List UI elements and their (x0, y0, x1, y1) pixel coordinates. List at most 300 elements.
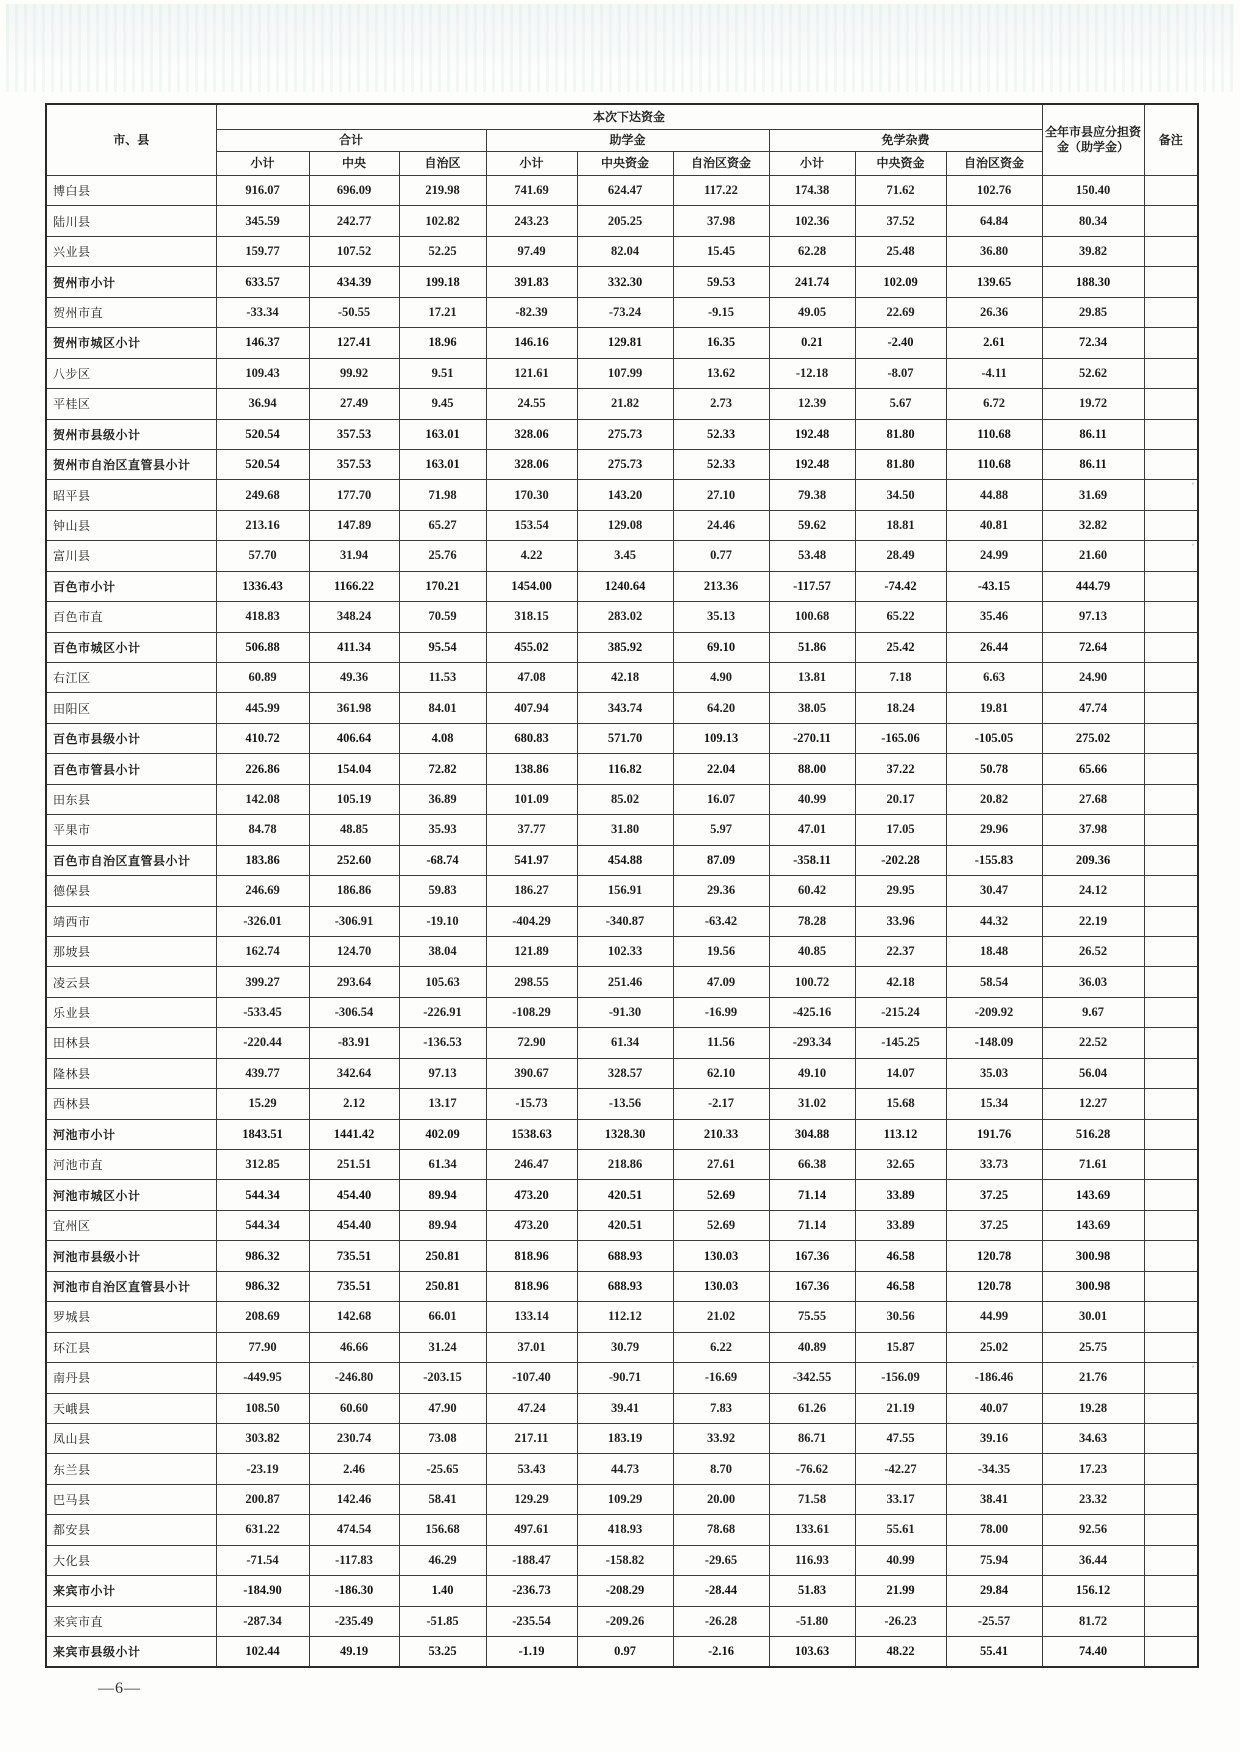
cell-value: 243.23 (486, 206, 577, 236)
cell-value: -15.73 (486, 1089, 577, 1119)
cell-value: -117.83 (309, 1545, 399, 1575)
cell-value: -342.55 (769, 1363, 855, 1393)
cell-remark (1144, 632, 1198, 662)
cell-value: 33.96 (855, 906, 946, 936)
cell-value: 37.25 (946, 1180, 1042, 1210)
cell-value: 56.04 (1042, 1058, 1144, 1088)
cell-value: -12.18 (769, 358, 855, 388)
cell-value: 1240.64 (577, 571, 673, 601)
cell-value: 52.69 (673, 1210, 769, 1240)
cell-value: 21.99 (855, 1576, 946, 1606)
cell-value: 81.80 (855, 449, 946, 479)
cell-value: 29.36 (673, 876, 769, 906)
cell-value: 72.64 (1042, 632, 1144, 662)
cell-value: -306.91 (309, 906, 399, 936)
cell-value: -136.53 (399, 1028, 486, 1058)
header-sub-waiver-central: 中央资金 (855, 152, 946, 176)
table-row (46, 1271, 1198, 1301)
cell-value: -26.28 (673, 1606, 769, 1636)
cell-value: 406.64 (309, 723, 399, 753)
table-row (46, 571, 1198, 601)
cell-value: 26.36 (946, 297, 1042, 327)
cell-value: 17.05 (855, 815, 946, 845)
table-body (46, 176, 1198, 1668)
cell-value: 153.54 (486, 510, 577, 540)
cell-value: 142.46 (309, 1484, 399, 1514)
cell-value: 146.37 (216, 328, 309, 358)
cell-value: 25.02 (946, 1332, 1042, 1362)
cell-value: 343.74 (577, 693, 673, 723)
table-row (46, 297, 1198, 327)
cell-value: 22.69 (855, 297, 946, 327)
cell-value: 345.59 (216, 206, 309, 236)
cell-value: 6.63 (946, 663, 1042, 693)
cell-value: 2.12 (309, 1089, 399, 1119)
row-label: 百色市城区小计 (46, 632, 216, 662)
cell-value: -71.54 (216, 1545, 309, 1575)
cell-value: 916.07 (216, 176, 309, 206)
header-sub-grant-central: 中央资金 (577, 152, 673, 176)
cell-value: -404.29 (486, 906, 577, 936)
cell-remark (1144, 1637, 1198, 1668)
cell-value: 318.15 (486, 602, 577, 632)
table-row (46, 1119, 1198, 1149)
cell-value: 86.71 (769, 1423, 855, 1453)
cell-value: 170.30 (486, 480, 577, 510)
row-label: 南丹县 (46, 1363, 216, 1393)
cell-value: 55.41 (946, 1637, 1042, 1668)
cell-value: -425.16 (769, 997, 855, 1027)
cell-value: 38.41 (946, 1484, 1042, 1514)
cell-value: 55.61 (855, 1515, 946, 1545)
cell-remark (1144, 1089, 1198, 1119)
row-label: 来宾市县级小计 (46, 1637, 216, 1668)
cell-value: 328.57 (577, 1058, 673, 1088)
cell-value: 399.27 (216, 967, 309, 997)
cell-value: 53.43 (486, 1454, 577, 1484)
cell-value: -306.54 (309, 997, 399, 1027)
cell-value: 241.74 (769, 267, 855, 297)
cell-remark (1144, 784, 1198, 814)
cell-value: 2.61 (946, 328, 1042, 358)
cell-value: 183.86 (216, 845, 309, 875)
cell-remark (1144, 906, 1198, 936)
cell-value: -186.46 (946, 1363, 1042, 1393)
cell-value: 142.08 (216, 784, 309, 814)
cell-value: 60.42 (769, 876, 855, 906)
table-row (46, 419, 1198, 449)
cell-value: -8.07 (855, 358, 946, 388)
cell-value: 12.27 (1042, 1089, 1144, 1119)
cell-value: -33.34 (216, 297, 309, 327)
cell-value: 109.29 (577, 1484, 673, 1514)
cell-remark: ʹ (1144, 1363, 1198, 1393)
cell-value: 49.19 (309, 1637, 399, 1668)
cell-value: 37.25 (946, 1210, 1042, 1240)
cell-value: 116.82 (577, 754, 673, 784)
cell-value: 186.86 (309, 876, 399, 906)
cell-value: 36.94 (216, 389, 309, 419)
table-row (46, 267, 1198, 297)
cell-remark (1144, 176, 1198, 206)
cell-value: 191.76 (946, 1119, 1042, 1149)
cell-value: 1336.43 (216, 571, 309, 601)
row-label: 环江县 (46, 1332, 216, 1362)
cell-value: 516.28 (1042, 1119, 1144, 1149)
funds-allocation-table (45, 103, 1199, 1668)
cell-value: 497.61 (486, 1515, 577, 1545)
cell-value: 25.48 (855, 236, 946, 266)
cell-value: 18.96 (399, 328, 486, 358)
cell-value: 46.29 (399, 1545, 486, 1575)
cell-remark (1144, 1180, 1198, 1210)
cell-value: 304.88 (769, 1119, 855, 1149)
cell-value: -16.69 (673, 1363, 769, 1393)
cell-value: -82.39 (486, 297, 577, 327)
cell-value: 117.22 (673, 176, 769, 206)
cell-value: 303.82 (216, 1423, 309, 1453)
cell-value: 75.94 (946, 1545, 1042, 1575)
cell-remark (1144, 1028, 1198, 1058)
cell-value: 209.36 (1042, 845, 1144, 875)
table-row (46, 815, 1198, 845)
cell-value: 15.45 (673, 236, 769, 266)
cell-value: -83.91 (309, 1028, 399, 1058)
cell-value: 110.68 (946, 419, 1042, 449)
cell-value: 35.46 (946, 602, 1042, 632)
cell-value: 49.36 (309, 663, 399, 693)
table-row (46, 1241, 1198, 1271)
cell-value: 36.89 (399, 784, 486, 814)
cell-value: 35.93 (399, 815, 486, 845)
cell-value: 17.23 (1042, 1454, 1144, 1484)
cell-value: 29.95 (855, 876, 946, 906)
cell-value: -145.25 (855, 1028, 946, 1058)
cell-value: 410.72 (216, 723, 309, 753)
cell-value: 42.18 (855, 967, 946, 997)
cell-value: 986.32 (216, 1271, 309, 1301)
cell-value: 65.22 (855, 602, 946, 632)
cell-value: 80.34 (1042, 206, 1144, 236)
cell-value: 52.33 (673, 419, 769, 449)
header-sub-total-region: 自治区 (399, 152, 486, 176)
cell-remark (1144, 723, 1198, 753)
cell-value: 2.73 (673, 389, 769, 419)
cell-value: 130.03 (673, 1271, 769, 1301)
cell-value: 40.99 (855, 1545, 946, 1575)
header-group-total: 合计 (216, 130, 486, 152)
cell-remark (1144, 1241, 1198, 1271)
cell-value: 47.08 (486, 663, 577, 693)
cell-value: 146.16 (486, 328, 577, 358)
cell-remark: ʹ (1144, 480, 1198, 510)
cell-value: 407.94 (486, 693, 577, 723)
cell-remark (1144, 419, 1198, 449)
cell-value: 102.36 (769, 206, 855, 236)
row-label: 巴马县 (46, 1484, 216, 1514)
cell-value: 283.02 (577, 602, 673, 632)
row-label: 西林县 (46, 1089, 216, 1119)
cell-value: 15.87 (855, 1332, 946, 1362)
cell-value: -25.65 (399, 1454, 486, 1484)
cell-value: 162.74 (216, 936, 309, 966)
cell-value: -63.42 (673, 906, 769, 936)
cell-value: 11.56 (673, 1028, 769, 1058)
cell-remark (1144, 1515, 1198, 1545)
table-row (46, 176, 1198, 206)
cell-remark (1144, 845, 1198, 875)
cell-value: 72.90 (486, 1028, 577, 1058)
cell-value: 418.93 (577, 1515, 673, 1545)
row-label: 来宾市小计 (46, 1576, 216, 1606)
cell-value: -326.01 (216, 906, 309, 936)
cell-value: 9.67 (1042, 997, 1144, 1027)
row-label: 来宾市直 (46, 1606, 216, 1636)
cell-value: 89.94 (399, 1180, 486, 1210)
cell-value: 47.55 (855, 1423, 946, 1453)
cell-value: 7.18 (855, 663, 946, 693)
cell-value: 251.51 (309, 1150, 399, 1180)
row-label: 贺州市县级小计 (46, 419, 216, 449)
table-row (46, 1180, 1198, 1210)
cell-remark (1144, 1484, 1198, 1514)
cell-value: 33.92 (673, 1423, 769, 1453)
cell-value: 434.39 (309, 267, 399, 297)
cell-value: 47.74 (1042, 693, 1144, 723)
cell-value: -2.40 (855, 328, 946, 358)
cell-value: 30.56 (855, 1302, 946, 1332)
cell-value: 192.48 (769, 449, 855, 479)
cell-value: 29.85 (1042, 297, 1144, 327)
cell-value: 1.40 (399, 1576, 486, 1606)
cell-value: 49.10 (769, 1058, 855, 1088)
table-row (46, 1454, 1198, 1484)
cell-value: 102.82 (399, 206, 486, 236)
cell-value: 741.69 (486, 176, 577, 206)
cell-value: -50.55 (309, 297, 399, 327)
table-row (46, 1545, 1198, 1575)
cell-value: 58.41 (399, 1484, 486, 1514)
cell-value: 70.59 (399, 602, 486, 632)
cell-value: 20.82 (946, 784, 1042, 814)
cell-value: 27.49 (309, 389, 399, 419)
row-label: 田林县 (46, 1028, 216, 1058)
cell-value: 113.12 (855, 1119, 946, 1149)
cell-value: 150.40 (1042, 176, 1144, 206)
table-row (46, 1393, 1198, 1423)
cell-value: -13.56 (577, 1089, 673, 1119)
table-row (46, 1058, 1198, 1088)
row-label: 河池市县级小计 (46, 1241, 216, 1271)
cell-value: 92.56 (1042, 1515, 1144, 1545)
cell-value: 129.81 (577, 328, 673, 358)
cell-value: 62.10 (673, 1058, 769, 1088)
cell-value: 71.14 (769, 1180, 855, 1210)
cell-value: 71.58 (769, 1484, 855, 1514)
header-remark: 备注 (1144, 104, 1198, 176)
cell-value: -202.28 (855, 845, 946, 875)
cell-value: 42.18 (577, 663, 673, 693)
cell-value: 61.34 (577, 1028, 673, 1058)
row-label: 田东县 (46, 784, 216, 814)
cell-value: 30.01 (1042, 1302, 1144, 1332)
table-row (46, 754, 1198, 784)
cell-value: 71.14 (769, 1210, 855, 1240)
cell-value: 120.78 (946, 1271, 1042, 1301)
table-row (46, 206, 1198, 236)
cell-remark (1144, 1302, 1198, 1332)
cell-value: 544.34 (216, 1180, 309, 1210)
row-label: 平果市 (46, 815, 216, 845)
cell-value: 186.27 (486, 876, 577, 906)
cell-value: 73.08 (399, 1423, 486, 1453)
row-label: 东兰县 (46, 1454, 216, 1484)
cell-value: 19.72 (1042, 389, 1144, 419)
cell-value: 50.78 (946, 754, 1042, 784)
cell-value: 33.89 (855, 1180, 946, 1210)
cell-value: -188.47 (486, 1545, 577, 1575)
cell-value: 143.69 (1042, 1210, 1144, 1240)
cell-value: 35.13 (673, 602, 769, 632)
cell-value: 78.68 (673, 1515, 769, 1545)
cell-value: 97.13 (1042, 602, 1144, 632)
header-sub-total-subtotal: 小计 (216, 152, 309, 176)
cell-value: 300.98 (1042, 1241, 1144, 1271)
cell-remark: ʹ (1144, 541, 1198, 571)
cell-value: 108.50 (216, 1393, 309, 1423)
cell-value: 39.41 (577, 1393, 673, 1423)
cell-value: 44.32 (946, 906, 1042, 936)
cell-value: 5.97 (673, 815, 769, 845)
table-row (46, 1576, 1198, 1606)
cell-value: -358.11 (769, 845, 855, 875)
cell-value: 156.12 (1042, 1576, 1144, 1606)
cell-value: 23.32 (1042, 1484, 1144, 1514)
cell-value: 62.28 (769, 236, 855, 266)
cell-value: 219.98 (399, 176, 486, 206)
cell-value: -19.10 (399, 906, 486, 936)
header-sub-total-central: 中央 (309, 152, 399, 176)
cell-value: 15.29 (216, 1089, 309, 1119)
cell-value: 87.09 (673, 845, 769, 875)
cell-value: 33.73 (946, 1150, 1042, 1180)
cell-value: 86.11 (1042, 449, 1144, 479)
cell-value: -293.34 (769, 1028, 855, 1058)
cell-value: 61.34 (399, 1150, 486, 1180)
cell-value: 38.05 (769, 693, 855, 723)
cell-value: -449.95 (216, 1363, 309, 1393)
cell-value: 21.60 (1042, 541, 1144, 571)
table-row (46, 632, 1198, 662)
cell-value: 213.16 (216, 510, 309, 540)
table-row (46, 876, 1198, 906)
header-sub-grant-region: 自治区资金 (673, 152, 769, 176)
cell-value: 102.33 (577, 936, 673, 966)
cell-value: 59.53 (673, 267, 769, 297)
cell-value: 390.67 (486, 1058, 577, 1088)
cell-value: 107.52 (309, 236, 399, 266)
header-sub-waiver-region: 自治区资金 (946, 152, 1042, 176)
cell-value: 30.47 (946, 876, 1042, 906)
header-sub-grant-subtotal: 小计 (486, 152, 577, 176)
cell-value: 21.82 (577, 389, 673, 419)
cell-value: 473.20 (486, 1210, 577, 1240)
cell-value: 200.87 (216, 1484, 309, 1514)
cell-value: 633.57 (216, 267, 309, 297)
cell-value: -105.05 (946, 723, 1042, 753)
row-label: 河池市直 (46, 1150, 216, 1180)
cell-value: 342.64 (309, 1058, 399, 1088)
cell-value: 520.54 (216, 419, 309, 449)
cell-value: -236.73 (486, 1576, 577, 1606)
table-row (46, 1363, 1198, 1393)
cell-value: 242.77 (309, 206, 399, 236)
row-label: 德保县 (46, 876, 216, 906)
table-row (46, 723, 1198, 753)
cell-value: 18.81 (855, 510, 946, 540)
cell-value: 33.17 (855, 1484, 946, 1514)
cell-value: 59.83 (399, 876, 486, 906)
cell-remark (1144, 1576, 1198, 1606)
cell-value: 75.55 (769, 1302, 855, 1332)
table-row (46, 1423, 1198, 1453)
cell-value: -203.15 (399, 1363, 486, 1393)
cell-value: 100.68 (769, 602, 855, 632)
cell-remark (1144, 328, 1198, 358)
cell-value: 130.03 (673, 1241, 769, 1271)
cell-value: 163.01 (399, 419, 486, 449)
cell-value: 15.34 (946, 1089, 1042, 1119)
cell-value: 696.09 (309, 176, 399, 206)
cell-value: 88.00 (769, 754, 855, 784)
table-row (46, 1302, 1198, 1332)
cell-value: -25.57 (946, 1606, 1042, 1636)
cell-value: 177.70 (309, 480, 399, 510)
cell-value: 250.81 (399, 1271, 486, 1301)
cell-value: 66.38 (769, 1150, 855, 1180)
cell-value: 4.22 (486, 541, 577, 571)
cell-value: 688.93 (577, 1271, 673, 1301)
cell-value: 133.14 (486, 1302, 577, 1332)
cell-value: 53.48 (769, 541, 855, 571)
cell-value: 99.92 (309, 358, 399, 388)
cell-value: 34.50 (855, 480, 946, 510)
table-header (46, 104, 1198, 176)
cell-value: 21.02 (673, 1302, 769, 1332)
cell-value: 27.61 (673, 1150, 769, 1180)
cell-value: 102.09 (855, 267, 946, 297)
cell-value: 402.09 (399, 1119, 486, 1149)
cell-value: 0.21 (769, 328, 855, 358)
cell-value: 571.70 (577, 723, 673, 753)
cell-value: -235.54 (486, 1606, 577, 1636)
header-group-waiver: 免学杂费 (769, 130, 1042, 152)
cell-value: 40.07 (946, 1393, 1042, 1423)
cell-value: -43.15 (946, 571, 1042, 601)
cell-value: -42.27 (855, 1454, 946, 1484)
row-label: 田阳区 (46, 693, 216, 723)
cell-value: -68.74 (399, 845, 486, 875)
cell-value: 275.02 (1042, 723, 1144, 753)
cell-value: 40.89 (769, 1332, 855, 1362)
cell-value: 159.77 (216, 236, 309, 266)
cell-value: -270.11 (769, 723, 855, 753)
row-label: 八步区 (46, 358, 216, 388)
cell-value: 300.98 (1042, 1271, 1144, 1301)
table-row (46, 328, 1198, 358)
cell-value: 78.28 (769, 906, 855, 936)
cell-value: 24.12 (1042, 876, 1144, 906)
